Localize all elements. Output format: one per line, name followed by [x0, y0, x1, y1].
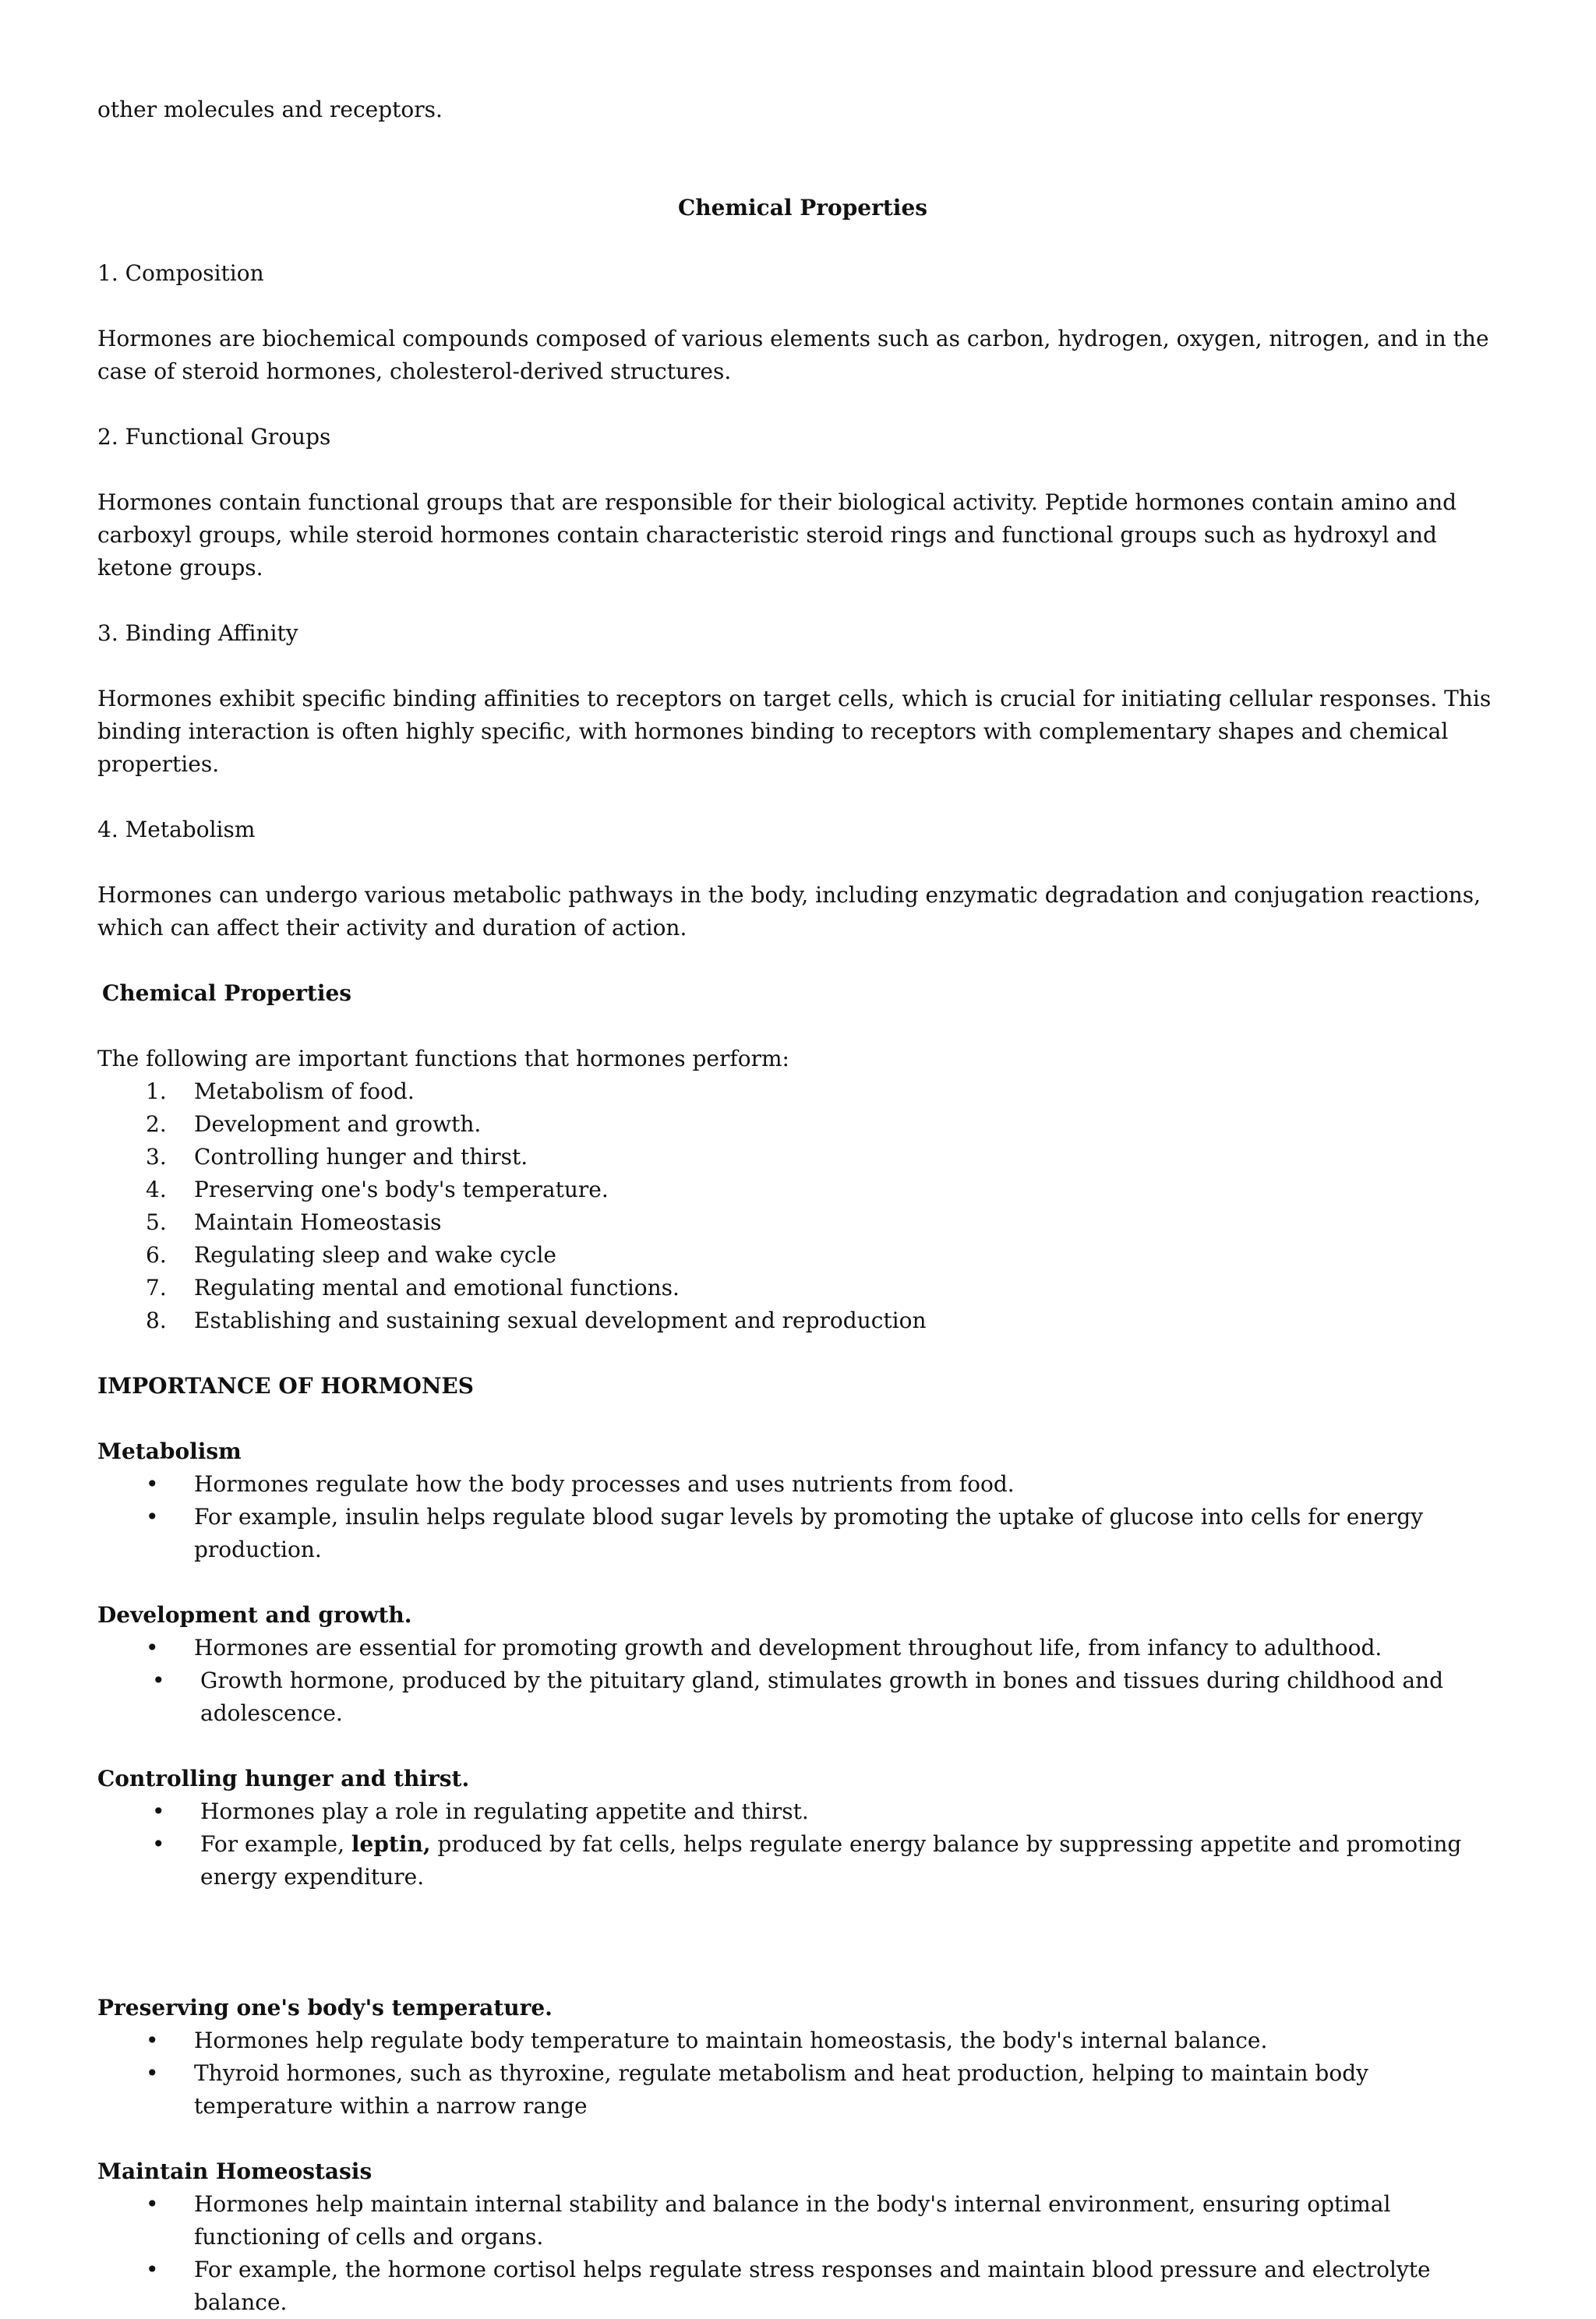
intro-text: other molecules and receptors. — [97, 97, 443, 122]
development-bullets — [97, 1632, 1508, 1730]
list-text: Hormones help regulate body temperature to maintain homeostasis, the body's internal balance. — [194, 2028, 1268, 2053]
list-number: 7. — [146, 1275, 167, 1301]
homeostasis-heading: Maintain Homeostasis — [97, 2158, 373, 2184]
leptin-term: leptin, — [351, 1831, 431, 1857]
list-text: Thyroid hormones, such as thyroxine, regulate metabolism and heat production, helping to maintain body temperature within a narrow range — [194, 2060, 1368, 2119]
list-text: Regulating mental and emotional functions. — [194, 1275, 680, 1301]
bullet-icon: • — [152, 1831, 165, 1857]
functions-list — [97, 1075, 1508, 1337]
list-item — [97, 1272, 1508, 1304]
list-item — [97, 1239, 1508, 1272]
list-number: 8. — [146, 1308, 167, 1333]
bullet-icon: • — [146, 2191, 159, 2217]
bullet-icon: • — [146, 1635, 159, 1661]
list-text: Hormones help maintain internal stability and balance in the body's internal environment, ensuring optimal functioning of cells and organs. — [194, 2191, 1391, 2250]
bullet-icon: • — [146, 2257, 159, 2282]
metabolism-bullets — [97, 1468, 1508, 1566]
list-text: For example, insulin helps regulate blood sugar levels by promoting the uptake of glucose into cells for energy production. — [194, 1504, 1424, 1562]
list-text: Controlling hunger and thirst. — [194, 1144, 528, 1170]
hunger-heading: Controlling hunger and thirst. — [97, 1766, 470, 1791]
temperature-heading: Preserving one's body's temperature. — [97, 1995, 553, 2021]
metabolism-property-heading: 4. Metabolism — [97, 817, 256, 842]
list-item — [97, 1795, 1508, 1828]
bullet-icon: • — [152, 1798, 165, 1824]
list-number: 2. — [146, 1111, 167, 1137]
list-item — [97, 1141, 1508, 1174]
list-item — [97, 1828, 1508, 1894]
composition-text: Hormones are biochemical compounds composed of various elements such as carbon, hydrogen, oxygen, nitrogen, and in the case of steroid hormones, cholesterol-derived structures. — [97, 326, 1489, 384]
list-text: Establishing and sustaining sexual development and reproduction — [194, 1308, 927, 1333]
importance-title: IMPORTANCE OF HORMONES — [97, 1373, 474, 1399]
list-number: 1. — [146, 1078, 167, 1104]
list-text-prefix: For example, — [200, 1831, 351, 1857]
functional-groups-heading: 2. Functional Groups — [97, 424, 331, 450]
list-text: Hormones regulate how the body processes and uses nutrients from food. — [194, 1471, 1015, 1497]
list-item — [97, 1304, 1508, 1337]
list-number: 3. — [146, 1144, 167, 1170]
list-text: Regulating sleep and wake cycle — [194, 1242, 556, 1268]
temperature-bullets — [97, 2024, 1508, 2123]
list-item — [97, 2188, 1508, 2254]
composition-heading: 1. Composition — [97, 260, 264, 286]
list-text: Metabolism of food. — [194, 1078, 415, 1104]
list-item — [97, 1501, 1508, 1566]
list-number: 6. — [146, 1242, 167, 1268]
list-item — [97, 1664, 1508, 1730]
bullet-icon: • — [146, 2060, 159, 2086]
development-heading: Development and growth. — [97, 1602, 412, 1628]
list-item — [97, 2057, 1508, 2123]
bullet-icon: • — [146, 1504, 159, 1530]
binding-affinity-text: Hormones exhibit specific binding affinities to receptors on target cells, which is crucial for initiating cellular responses. This binding interaction is often highly specific, with hormones binding to receptors with complementary shapes and chemical properties. — [97, 686, 1492, 777]
metabolism-property-text: Hormones can undergo various metabolic pathways in the body, including enzymatic degradation and conjugation reactions, which can affect their activity and duration of action. — [97, 882, 1481, 941]
list-text: Preserving one's body's temperature. — [194, 1177, 609, 1202]
list-item — [97, 2024, 1508, 2057]
list-text: Hormones are essential for promoting growth and development throughout life, from infancy to adulthood. — [194, 1635, 1382, 1661]
binding-affinity-heading: 3. Binding Affinity — [97, 620, 298, 646]
metabolism-heading: Metabolism — [97, 1438, 242, 1464]
list-item — [97, 1632, 1508, 1664]
list-text: Development and growth. — [194, 1111, 482, 1137]
list-text-suffix: produced by fat cells, helps regulate energy balance by suppressing appetite and promoting energy expenditure. — [200, 1831, 1462, 1890]
bullet-icon: • — [152, 1668, 165, 1693]
list-text: Hormones play a role in regulating appetite and thirst. — [200, 1798, 809, 1824]
chemical-properties-title: Chemical Properties — [677, 195, 928, 221]
homeostasis-bullets — [97, 2188, 1508, 2319]
bullet-icon: • — [146, 2028, 159, 2053]
list-text: For example, the hormone cortisol helps regulate stress responses and maintain blood pressure and electrolyte balance. — [194, 2257, 1431, 2315]
list-number: 4. — [146, 1177, 167, 1202]
list-item — [97, 1075, 1508, 1108]
chemical-properties-subtitle: Chemical Properties — [102, 980, 352, 1006]
list-text: Growth hormone, produced by the pituitary gland, stimulates growth in bones and tissues during childhood and adolescence. — [200, 1668, 1444, 1726]
document-page — [97, 94, 1508, 2319]
hunger-bullets — [97, 1795, 1508, 1894]
list-item — [97, 1174, 1508, 1206]
list-text: Maintain Homeostasis — [194, 1209, 442, 1235]
list-item — [97, 1468, 1508, 1501]
functions-intro: The following are important functions that hormones perform: — [97, 1046, 789, 1071]
list-item — [97, 1206, 1508, 1239]
list-item — [97, 1108, 1508, 1141]
list-number: 5. — [146, 1209, 167, 1235]
bullet-icon: • — [146, 1471, 159, 1497]
list-item — [97, 2254, 1508, 2319]
functional-groups-text: Hormones contain functional groups that are responsible for their biological activity. Peptide hormones contain amino and carboxyl groups, while steroid hormones contain characteristic steroid rings and functional groups such as hydroxyl and ketone groups. — [97, 489, 1457, 581]
